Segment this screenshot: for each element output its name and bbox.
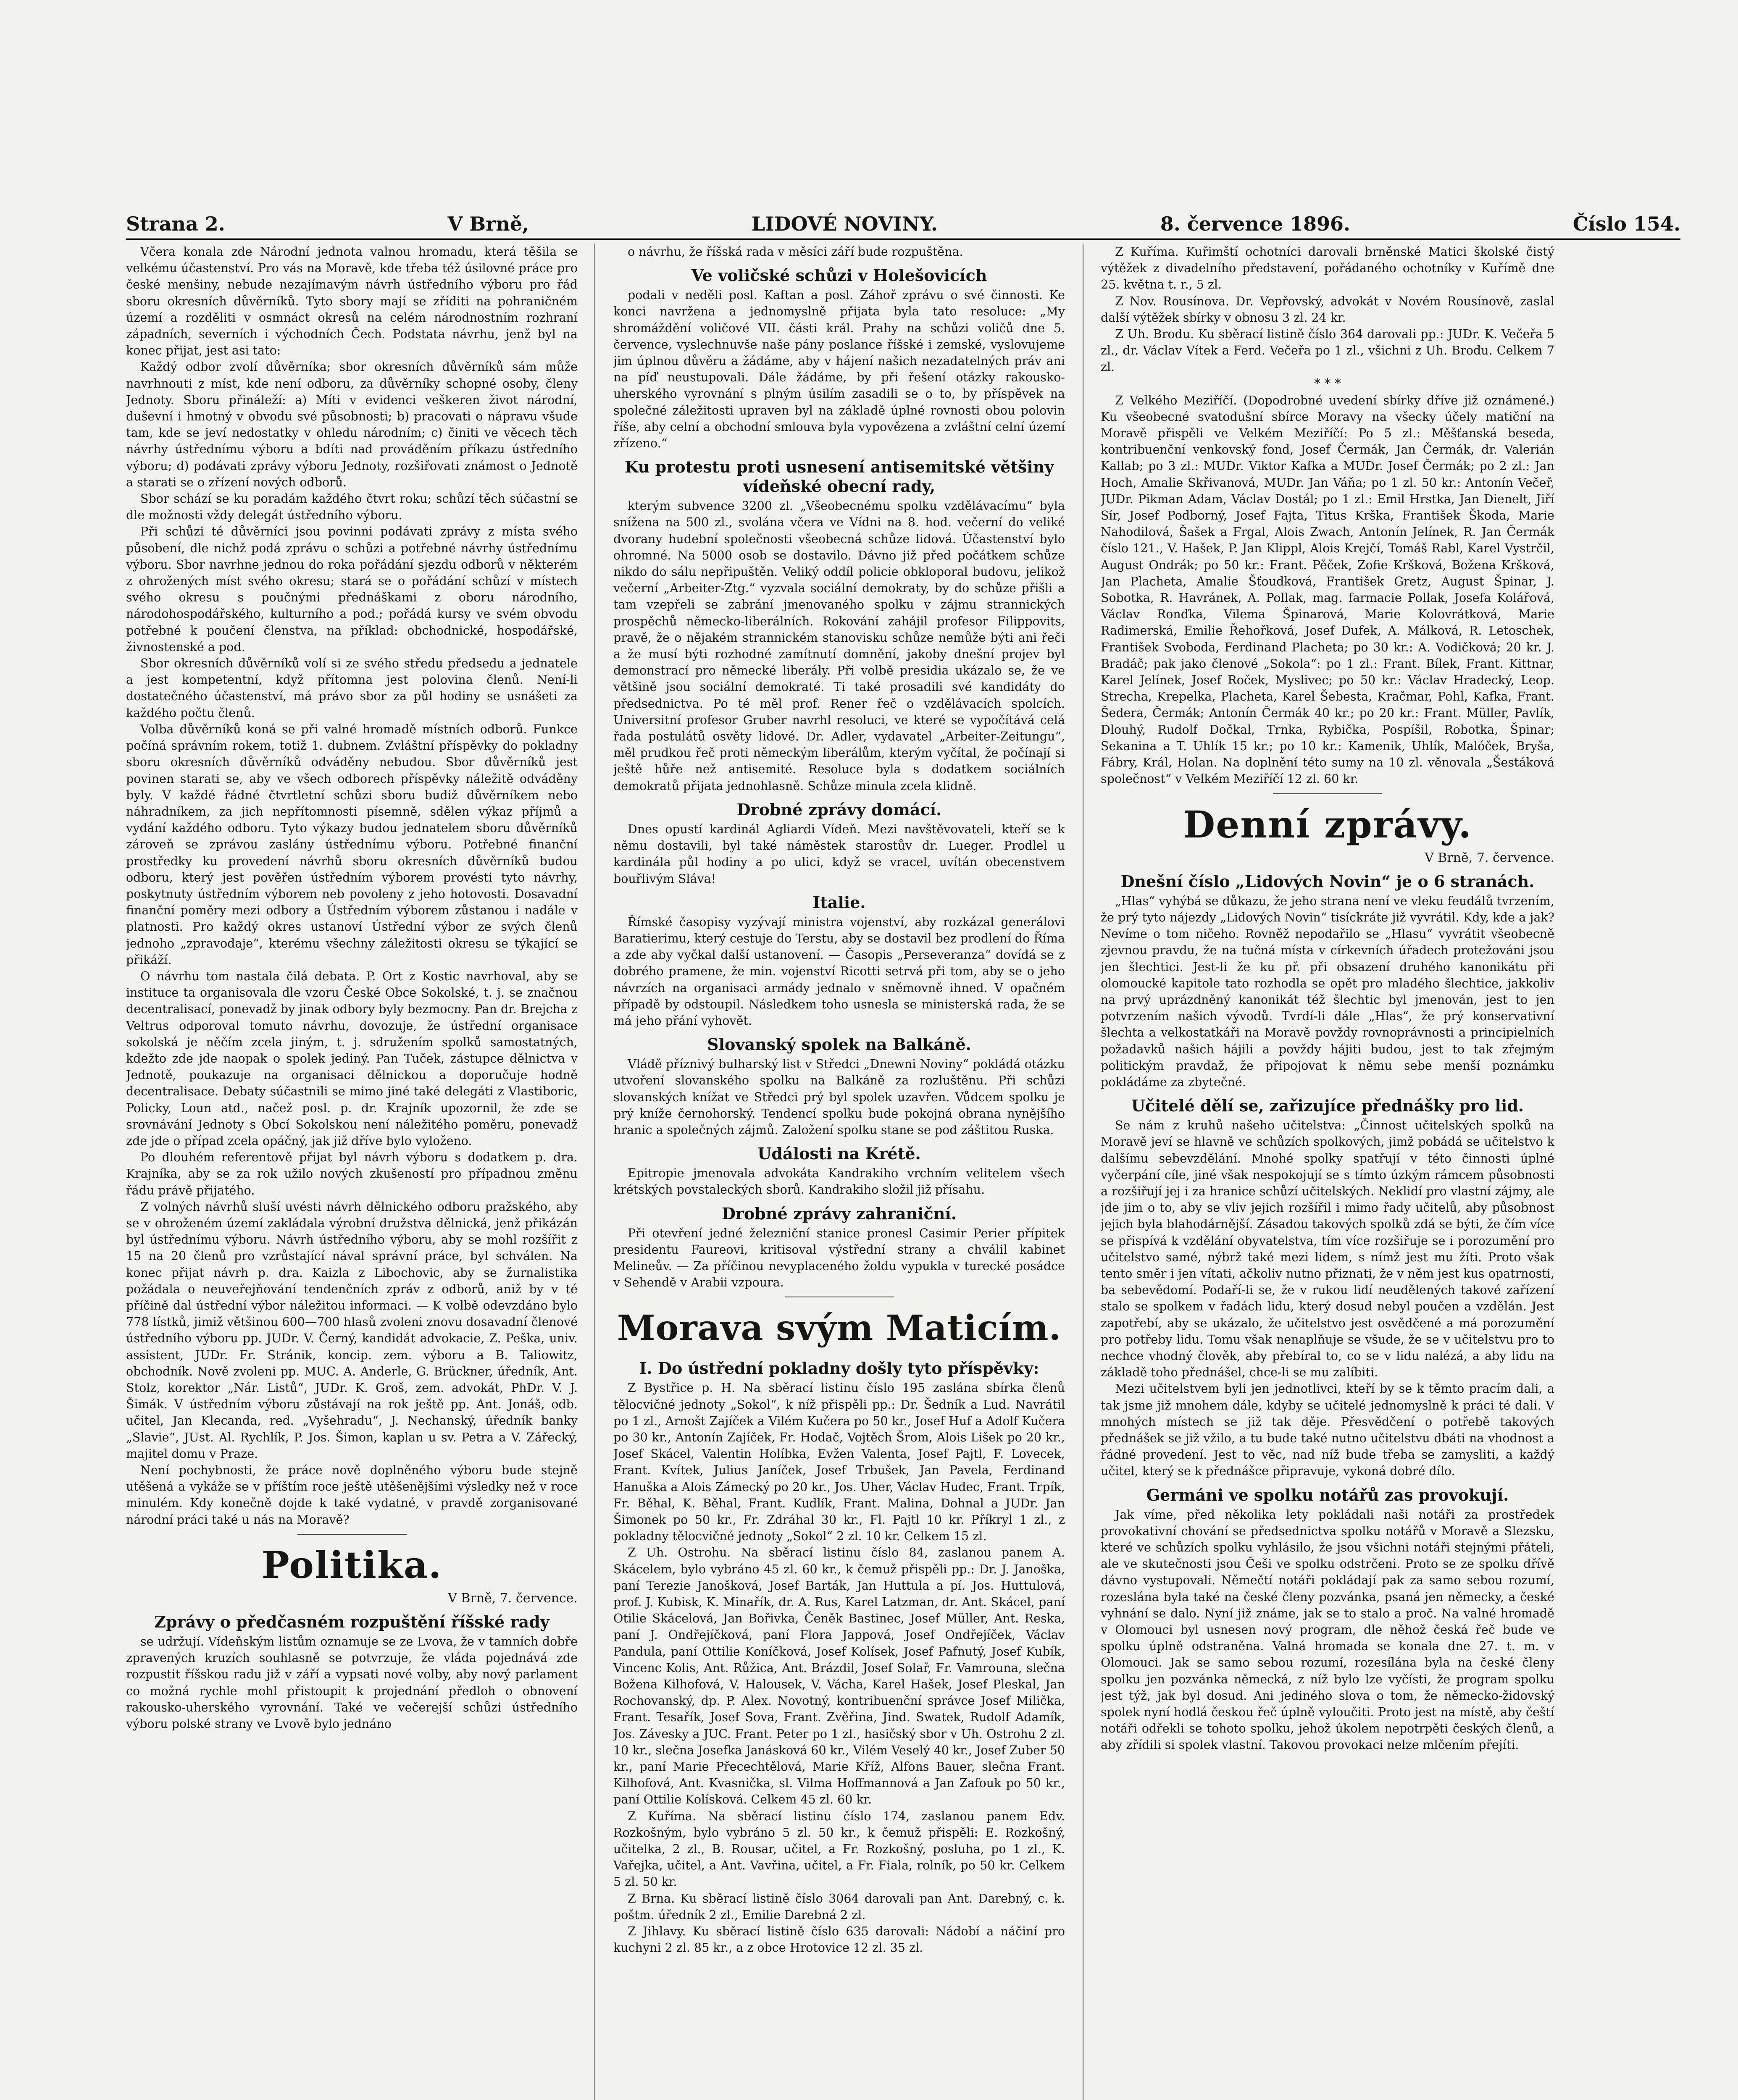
article-heading: Učitelé dělí se, zařizujíce přednášky pro lid. [1131,1096,1524,1116]
article-paragraph: Sbor okresních důvěrníků volí si ze svého středu předsedu a jednatele a jest kompetentní, když přítomna jest polovina členů. Není-li dostatečného účastenství, má právo sbor za půl hodiny se usnášeti za každého počtu členů. [126,656,578,720]
article-paragraph: Z Uh. Brodu. Ku sběrací listině číslo 364 darovali pp.: JUDr. K. Večeřa 5 zl., dr. Václav Vítek a Ferd. Večeřa po 1 zl., všichni z Uh. Brodu. Celkem 7 zl. [1101,327,1554,374]
page-header [126,197,1680,240]
article-paragraph: se udržují. Vídeňským listům oznamuje se ze Lvova, že v tamních dobře zpravených kruzích souhlasně se potvrzuje, že vláda pojednává zde rozpustit říšskou radu již v září a vypsati nové volby, aby nový parlament co možná rychle mohl přistoupit k projednání předloh o obnovení rakousko-uherského vyrovnání. Také ve večerejší schůzi ústředního výboru polské strany ve Lvově bylo jednáno [126,1635,578,1731]
article-paragraph: podali v neděli posl. Kaftan a posl. Záhoř zprávu o své činnosti. Ke konci navržena a jednomyslně přijata byla tato resoluce: „My shromáždění voličové VII. části král. Prahy na schůzi voličů dne 5. července, vyslechnuvše naše pány poslance říšské i zemské, vyslovujeme jim úplnou důvěru a žádáme, aby v hájení našich nezadatelných práv ani na píď neustupovali. Dále žádáme, by při řešení otázky rakousko-uherského vyrovnání s plným úsilím zasadili se o to, by příspěvek na společné záležitosti upraven byl na základě úplné rovnosti obou polovin říše, aby celní a obchodní smlouva byla vypovězena a zvláštní celní území zřízeno.“ [613,288,1065,451]
article-paragraph: Vládě příznivý bulharský list v Středci „Dnewni Noviny“ pokládá otázku utvoření slovanského spolku na Balkáně za rozluštěnu. Při schůzi slovanských knížat ve Středci prý byl spolek uzavřen. Vůdcem spolku je prý kníže černohorský. Tendencí spolku bude pokojná obrana nynějšího hranic a společných zájmů. Založení spolku stane se pod záštitou Ruska. [613,1057,1065,1137]
article-heading: Drobné zprávy domácí. [736,800,942,819]
section-heading-morava: Morava svým Maticím. [617,1308,1062,1349]
section-rule [297,1534,407,1535]
section-heading-denni-zpravy: Denní zprávy. [1183,802,1472,846]
article-paragraph: Při otevření jedné železniční stanice pronesl Casimir Perier přípitek presidentu Faureovi, kritisoval výstřední strany a chválil kabinet Melineův. — Za příčinou nevyplaceného žoldu vypukla v turecké posádce v Sehendě v Arabii vzpoura. [613,1226,1065,1290]
article-heading: Zprávy o předčasném rozpuštění říšské rady [154,1612,550,1632]
column-3 [1101,244,1554,2100]
article-paragraph: Se nám z kruhů našeho učitelstva: „Činnost učitelských spolků na Moravě jeví se hlavně ve schůzích spolkových, jimž pobádá se učitelstvo k dalšímu sebevzdělání. Mnohé spolky spatřují v této činnosti úplné vyčerpání cíle, jiné však nespokojují se s tímto úzkým rámcem působnosti a rozšiřují jej i za hranice schůzí učitelských. Neklidí pro vlastní zájmy, ale jde jim o to, aby se vliv jejich rozšířil i mimo řady učitelů, aby působnost jejich byla blahodárnější. Zásadou takových spolků zdá se býti, že čím více se přispívá k vzdělání obyvatelstva, tím více rozšiřuje se i porozumění pro učitelstvo samé, nýbrž také mezi lidem, s nímž jest mu žíti. Proto však tento směr i jen vítati, ačkoliv nutno přiznati, že v něm jest kus opatrnosti, ba sebevědomí. Podaří-li se, že v rukou lidí neudělených takové zařízení stalo se spolkem v řadách lidu, který dosud nebyl poučen a vzdělán. Jest zapotřebí, aby se ukázalo, že učitelstvo jest osvědčené a má porozumění pro potřeby lidu. Tomu však nenaplňuje se všude, že se v učitelstvu pro to nechce vhodný člověk, aby přebíral to, co se v lidu nalézá, a aby lidu na základě toho přednášel, chce-li se mu zalíbiti. [1101,1118,1554,1380]
article-paragraph: Z Kuřímа. Na sběrací listinu číslo 174, zaslanou panem Edv. Rozkošným, bylo vybráno 5 zl. 50 kr., k čemuž přispěli: E. Rozkošný, učitelka, 2 zl., B. Rousar, učitel, a Fr. Rozkošný, posluha, po 1 zl., K. Vařejka, učitel, a Ant. Vavřina, učitel, a Fr. Fiala, rolník, po 50 kr. Celkem 5 zl. 50 kr. [613,1809,1065,1889]
section-heading-politika: Politika. [261,1543,442,1587]
stars-divider: * * * [1314,376,1341,391]
column-2 [613,244,1065,2100]
article-heading: Události na Krétě. [757,1144,921,1163]
article-paragraph: Z volných návrhů sluší uvésti návrh dělnického odboru pražského, aby se v ohroženém území zakládala výrobní družstva dělnická, jenž přikázán byl ústřednímu výboru. Návrh ústředního výboru, aby se mohl rozšířit z 15 na 20 členů pro vzrůstající nával správní práce, byl schválen. Na konec přijat návrh p. dra. Kaizla z Libochovic, aby se žurnalistika požádala o neuveřejňování tendenčních zpráv z odborů, aniž by v té příčině dal ústřední výbor náležitou informaci. — K volbě odevzdáno bylo 778 lístků, jimiž většinou 600—700 hlasů zvoleni znovu dosavadní členové ústředního výboru pp. JUDr. V. Černý, kandidát advokacie, Z. Peška, univ. assistent, JUDr. Fr. Stránik, koncip. zem. výboru a B. Taliowitz, obchodník. Nově zvoleni pp. MUC. A. Anderle, G. Brückner, úředník, Ant. Stolz, korektor „Nár. Listů“, JUDr. K. Groš, zem. advokát, PhDr. V. J. Šimák. V ústředním výboru zůstávají na rok ještě pp. Ant. Jonáš, odb. učitel, Jan Klecanda, red. „Vyšehradu“, J. Nechanský, úředník banky „Slavie“, JUst. Al. Rychlík, P. Jos. Šimon, kaplan u sv. Petra a V. Zářecký, majitel domu v Praze. [126,1200,578,1461]
article-heading: Germáni ve spolku notářů zas provokují. [1146,1485,1509,1504]
article-paragraph: Při schůzi té důvěrníci jsou povinni podávati zprávy z místa svého působení, dle nichž podá zprávu o schůzi a potřebné návrhy ústřednímu výboru. Sbor navrhne jednou do roka pořádání sjezdu odborů v některém z ohrožených míst svého okresu; stará se o pořádání schůzí v místech svého okresu s poučnými přednáškami z oboru národního, národohospodářského, kulturního a pod.; pořádá kursy ve svém obvodu potřebné k poučení členstva, na příklad: obchodnické, hospodářské, živnostenské a pod. [126,525,578,654]
dateline: V Brně, 7. července. [448,1591,578,1606]
article-paragraph: Dnes opustí kardinál Agliardi Vídeň. Mezi navštěvovateli, kteří se k němu dostavili, byl také náměstek starostův dr. Lueger. Prodlel u kardinála půl hodiny a po ulici, když se vracel, uvítán obecenstvem bouřlivým Sláva! [613,822,1065,886]
article-heading: Drobné zprávy zahraniční. [721,1204,957,1223]
column-1 [126,244,578,2100]
section-rule [1273,793,1382,794]
article-paragraph: Jak víme, před několika lety pokládali naši notáři za prostředek provokativní chování se předsednictva spolku notářů v Moravě a Slezsku, které ve schůzích spolku vyhlásilo, že jsou všichni notáři stejnými přáteli, ale ve skutečnosti jsou Češi ve spolku odstrčeni. Proto se ze spolku dřívě dávno vystupovali. Němečtí notáři pokládají pak za samo sebou rozumí, rozeslána byla také na české členy pozvánka, psaná jen německy, a české vyhnání se dalo. Nyní již známe, jak se to stalo a proč. Na valné hromadě v Olomouci byl usnesen nový program, dle něhož česká řeč bude ve spolku úplně odstraněna. Valná hromada se konala dne 27. t. m. v Olomouci. Jak se samo sebou rozumí, rozesílána byla na české členy spolku jen pozvánka německá, z níž bylo lze vyčísti, že program spolku jest týž, jak byl dosud. Ani jediného slova o tom, že německo-židovský spolek nyní hodlá českou řeč úplně vyloučiti. Proto jest na místě, aby čeští notáři odřekli se tohoto spolku, jehož úkolem nepotrpěti českých členů, a aby zřídili si spolek vlastní. Takovou provokaci nelze mlčením přejíti. [1101,1507,1554,1752]
issue-number: Číslo 154. [1572,213,1680,235]
article-paragraph: „Hlas“ vyhýbá se důkazu, že jeho strana není ve vleku feudálů tvrzením, že prý tyto nájezdy „Lidových Novin“ tisíckráte již vyvrátil. Kdy, kde a jak? Nevíme o tom ničeho. Rovněž nepodařilo se „Hlasu“ vyvrátit všeobecně zjevnou pravdu, že na tučná místa v církevních úřadech protežováni jsou jen šlechtici. Jest-li že ku př. při obsazení druhého kanonikátu při olomoucké kapitole tato rozhodla se opět pro mladého šlechtice, jakkoliv na prvý uprázdněný kanonikát též šlechtic byl jmenován, jest to jen potvrzením našich vývodů. Tvrdí-li dále „Hlas“, že prý konservativní šlechta a velkostatkáři na Moravě povždy rovnoprávnosti a principielních požadavků našich hájili a povždy hájiti budou, jest to tak zřejmým politickým pravdaž, že připojovat k němu sebe menší poznámku pokládáme za zbytečné. [1101,894,1554,1089]
dateline: V Brně, 7. července. [1425,850,1554,865]
article-paragraph: Z Nov. Rousínova. Dr. Vepřovský, advokát v Novém Rousínově, zaslal další výtěžek sbírky v obnosu 3 zl. 24 kr. [1101,294,1554,325]
article-paragraph: Z Jihlavy. Ku sběrací listině číslo 635 darovali: Nádobí a náčiní pro kuchyni 2 zl. 85 kr., a z obce Hrotovice 12 zl. 35 zl. [613,1924,1065,1955]
article-paragraph: Není pochybnosti, že práce nově doplněného výboru bude stejně utěšená a vykáže se v příštím roce ještě utěšenějšími výsledky než v roce minulém. Kdy konečně dojde k také vydatné, v pravdě zorganisované národní práci také u nás na Moravě? [126,1463,578,1527]
article-heading: Slovanský spolek na Balkáně. [707,1035,971,1054]
article-paragraph: kterým subvence 3200 zl. „Všeobecnému spolku vzdělávacímu“ byla snížena na 500 zl., svolána včera ve Vídni na 8. hod. večerní do veliké dvorany hudební společnosti všeobecná schůze lidová. Účastenství bylo ohromné. Na 5000 osob se dostavilo. Dávno již před počátkem schůze nikdo do sálu nepřipuštěn. Veliký oddíl policie obkloporal budovu, jelikož večerní „Arbeiter-Ztg.“ vyzvala sociální demokraty, by do schůze přišli a tam vzepřeli se zabrání jmenovaného spolku v zájmu strannických prospěchů německo-liberálních. Rokování zahájil profesor Filippovits, pravě, že o nějakém strannickém stanovisku schůze nemůže býti ani řeči a že musí býti rozhodné zamítnutí domnění, jakoby dnešní projev byl demonstrací pro německé liberály. Při volbě presidia ukázalo se, že ve většině jsou sociální demokraté. Ti také prosadili své kandidáty do předsednictva. Po té měl prof. Rener řeč o vzdělávacích spolcích. Universitní profesor Gruber navrhl resoluci, ve které se vypočítává celá řada postulátů osvěty lidové. Dr. Adler, vydavatel „Arbeiter-Zeitungu“, měl prudkou řeč proti německým liberálům, kterým vyčítal, že počínají si ještě hůře než antisemité. Resoluce byla s dodatkem sociálních demokratů přijata jednohlasně. Schůze minula zcela klidně. [613,499,1065,793]
article-paragraph: Z Uh. Ostrohu. Na sběrací listinu číslo 84, zaslanou panem A. Skácelem, bylo vybráno 45 zl. 60 kr., k čemuž přispěli pp.: Dr. J. Janoška, paní Terezie Janošková, Josef Barták, Jan Huttula a pí. Jos. Huttulová, prof. J. Kubisk, K. Minařík, dr. A. Rus, Karel Latzman, dr. Ant. Skácel, paní Otilie Skácelová, Jan Bořivka, Čeněk Bastinec, Josef Müller, Ant. Reska, paní J. Ondřejíčková, paní Flora Jappová, Josef Ondřejíček, Václav Pandula, paní Ottilie Koníčková, Josef Kolísek, Josef Pafnutý, Josef Kubík, Vincenc Kolis, Ant. Růžica, Ant. Brázdil, Josef Solař, Fr. Vamrouna, slečna Božena Kilhofová, V. Halousek, V. Vácha, Karel Hašek, Josef Pleskal, Jan Rochovanský, dp. P. Alex. Novotný, kontribuenční správce Josef Milička, Frant. Tesařík, Josef Sova, Frant. Zvěřina, Jind. Swatek, Rudolf Adamík, Jos. Závesky a JUC. Frant. Peter po 1 zl., hasičský sbor v Uh. Ostrohu 2 zl. 10 kr., slečna Josefka Janásková 60 kr., Vilém Veselý 40 kr., Josef Zuber 50 kr., paní Marie Přecechtělová, Marie Kříž, Alfons Bauer, slečna Frant. Kilhofová, Ant. Kvasnička, sl. Vilma Hoffmannová a Jan Zafouk po 50 kr., paní Ottilie Kolísková. Celkem 45 zl. 60 kr. [613,1546,1065,1807]
article-paragraph: Z Velkého Meziříčí. (Dopodrobné uvedení sbírky dříve již oznámené.) Ku všeobecné svatodušní sbírce Moravy na všecky účely matiční na Moravě přispěli ve Velkém Meziříčí: Po 5 zl.: Měšťanská beseda, kontribuenční venkovský fond, Josef Čermák, Jan Čermák, dr. Valerián Kallab; po 3 zl.: MUDr. Viktor Kafka a MUDr. Josef Čermák; po 2 zl.: Jan Hoch, Amalie Skřivanová, MUDr. Jan Váňa; po 1 zl. 50 kr.: Antonín Večeř, JUDr. Pikman Adam, Václav Dostál; po 1 zl.: Emil Hrstka, Jan Dienelt, Jiří Sír, Josef Podborný, Josef Fajta, Titus Krška, František Škoda, Marie Nahodilová, Šašek a Frgal, Alois Zwach, Antonín Jelínek, R. Jan Čermák číslo 121., V. Hašek, P. Jan Klippl, Alois Krejčí, Tomáš Rabl, Karel Vystrčil, August Ondrák; po 50 kr.: Frant. Pěček, Zofie Kršková, Božena Kršková, Jan Placheta, Amalie Šťoudková, František Gretz, August Špinar, J. Sobotka, R. Havránek, A. Pollak, mag. farmacie Pollak, Josefa Kolářová, Václav Ronďka, Vilema Špinarová, Marie Kolovrátková, Marie Radimerská, Emilie Řehořková, Josef Dufek, A. Málková, R. Letoschek, František Svoboda, Ferdinand Placheta; po 30 kr.: A. Vodičková; 20 kr. J. Bradáč; pak jako členové „Sokola“: po 1 zl.: Frant. Bílek, Frant. Kittnar, Karel Jelínek, Josef Roček, Myslivec; po 50 kr.: Václav Hradecký, Leop. Strecha, Krepelka, Placheta, Karel Šebesta, Kračmar, Pohl, Kafka, Frant. Šedera, Čermák; Antonín Čermák 40 kr.; po 20 kr.: Frant. Müller, Pavlík, Dlouhý, Rudolf Dočkal, Trnka, Rybička, Pospíšil, Robotka, Špinar; Sekanina a T. Uhlík 15 kr.; po 10 kr.: Kamenik, Uhlík, Malóček, Bryša, Fábry, Král, Holan. Na doplnění této sumy na 10 zl. věnovala „Šestáková společnost“ v Velkém Meziříčí 12 zl. 60 kr. [1101,393,1554,786]
article-heading: Ve voličské schůzi v Holešovicích [691,266,987,285]
article-paragraph: Sbor schází se ku poradám každého čtvrt roku; schůzí těch súčastní se dle možnosti vždy delegát ústředního výboru. [126,492,578,522]
article-paragraph: Z Brna. Ku sběrací listině číslo 3064 darovali pan Ant. Darebný, c. k. poštm. úředník 2 zl., Emilie Darebná 2 zl. [613,1891,1065,1922]
article-paragraph: Epitropie jmenovala advokáta Kandrakiho vrchním velitelem všech krétských povstaleckých sborů. Kandrakiho složil již přísahu. [613,1166,1065,1197]
place-label: V Brně, [447,213,529,235]
article-paragraph: Volba důvěrníků koná se při valné hromadě místních odborů. Funkce počíná správním rokem, totiž 1. dubnem. Zvláštní příspěvky do pokladny sboru okresních důvěrníků odváděny nebudou. Sbor důvěrníků jest povinen starati se, aby ve všech odborech příspěvky náležitě odváděny byly. V každé řádné čtvrtletní schůzi sboru budiž důvěrníkem nebo náhradníkem, za jich nepřítomnosti písemně, sdělen výkaz příjmů a vydání každého odboru. Tyto výkazy budou jednatelem sboru důvěrníků zároveň se zprávou zaslány ústřednímu výboru. Potřebné finanční prostředky ku provedení návrhů sboru okresních důvěrníků budou odboru, který jest pověřen ústředním výborem provésti tyto návrhy, poskytnuty ústředním výborem neb povoleny z jeho hotovosti. Dosavadní finanční poměry mezi odbory a Ústředním výborem zůstanou i nadále v platnosti. Pro každý okres ustanoví Ústřední výbor ze svých členů jednoho „zpravodaje“, kterému všechny záležitosti okresu se týkající se přikáží. [126,722,578,967]
article-paragraph: Mezi učitelstvem byli jen jednotlivci, kteří by se k těmto pracím dali, a tak jsme již mnohem dále, kdyby se učitelé jednomyslně k práci té dali. V mnohých místech se již tak děje. Přesvědčení o potřebě takových přednášek se již vžilo, a tu bude také nutno učitelstvu dbáti na vhodnost a řádné provedení. Jest to věc, nad níž bude třeba se zamysliti, a každý učitel, který se k přednášce připravuje, vykoná dobré dílo. [1101,1382,1554,1478]
article-heading: I. Do ústřední pokladny došly tyto příspěvky: [639,1359,1039,1378]
article-paragraph: Z Bystřice p. H. Na sběrací listinu číslo 195 zaslána sbírka členů tělocvičné jednoty „Sokol“, k níž přispěli pp.: Dr. Šedník a Lud. Navrátil po 1 zl., Arnošt Zajíček a Vilém Kučera po 50 kr., Josef Huf a Adolf Kučera po 30 kr., Antonín Zajíček, Fr. Hodač, Vojtěch Šrom, Alois Lišek po 20 kr., Josef Skácel, Valentin Holíbka, Evžen Valenta, Josef Pajtl, F. Lovecek, Frant. Kvítek, Julius Janíček, Josef Trbušek, Jan Pavela, Ferdinand Hanuška a Alois Zámecký po 20 kr., Jos. Uher, Václav Hudec, Frant. Trpík, Fr. Běhal, K. Běhal, Frant. Kudlík, Frant. Malina, Dohnal a JUDr. Jan Šimonek po 50 kr., Fr. Zdráhal 30 kr., Fl. Pajtl 10 kr. Příkryl 1 zl., z pokladny tělocvičné jednoty „Sokol“ 2 zl. 10 kr. Celkem 15 zl. [613,1381,1065,1544]
article-paragraph: Po dlouhém referentově přijat byl návrh výboru s dodatkem p. dra. Krajníka, aby se za rok užilo nových zkušeností pro případnou změnu řádu právě přijatého. [126,1150,578,1197]
article-heading: Ku protestu proti usnesení antisemitské většiny vídeňské obecní rady, [624,457,1054,496]
article-paragraph: Včera konala zde Národní jednota valnou hromadu, která těšila se velkému účastenství. Pro vás na Moravě, kde třeba též úsilovné práce pro české menšiny, nebude nezajímavým návrh ústředního výboru pro řád sboru okresních důvěrníků. Tyto sbory mají se zříditi na pohraničném území a rozděliti v osmnáct okresů na celém národnostním rozhraní západních, severních i východních Čech. Podstata návrhu, jenž byl na konec přijat, jest asi tato: [126,245,578,358]
newspaper-title: LIDOVÉ NOVINY. [751,213,938,235]
column-divider [594,244,595,2100]
article-paragraph: O návrhu tom nastala čilá debata. P. Ort z Kostic navrhoval, aby se instituce ta organisovala dle vzoru České Obce Sokolské, t. j. se značnou decentralisací, ponevadž by jinak odbory byly bezmocny. Pan dr. Brejcha z Veltrus odporoval tomuto návrhu, dovozuje, že ústřední organisace sokolská je něčím zcela jiným, t. j. sdružením spolků samostatných, kdežto zde jde naopak o spolek jediný. Pan Tuček, zástupce dělnictva v Jednotě, poukazuje na organisaci dělnickou a doporučuje hodně decentralisace. Debaty súčastnili se mimo jiné také delegáti z Vlastiboric, Policky, Loun atd., načež posl. p. dr. Krajník upozornil, že zde se srovnávání Jednoty s Obcí Sokolskou není náležitého poměru, ponevadž zde jde o případ zcela opáčný, jak již dříve bylo vyloženo. [126,969,578,1148]
issue-date: 8. července 1896. [1160,213,1351,235]
article-paragraph: Římské časopisy vyzývají ministra vojenství, aby rozkázal generálovi Baratierimu, který cestuje do Terstu, aby se dostavil bez prodlení do Říma a zde aby vyčkal další ustanovení. — Časopis „Perseveranza“ dovídá se z dobrého pramene, že min. vojenství Ricotti setrvá při tom, aby se o jeho návrzích na organisaci armády jednalo v sněmovně ihned. V opačném případě by odstoupil. Následkem toho usnesla se ministerská rada, že se má jeho přání vyhovět. [613,915,1065,1028]
article-paragraph: Z Kuřímа. Kuřimští ochotníci darovali brněnské Matici školské čistý výtěžek z divadelního představení, pořádaného ochotníky v Kuřímě dne 25. května t. r., 5 zl. [1101,245,1554,292]
newspaper-page [126,197,1680,2100]
article-heading: Dnešní číslo „Lidových Novin“ je o 6 stranách. [1120,872,1535,891]
article-paragraph: Každý odbor zvolí důvěrníka; sbor okresních důvěrníků sám může navrhnouti z míst, kde není odboru, za důvěrníky schopné osoby, členy Jednoty. Sboru přináleží: a) Míti v evidenci veškeren život národní, duševní i hmotný v obvodu své působnosti; b) pracovati o nápravu všude tam, kde se jeví nedostatky v ohledu národním; c) činiti ve věcech těch návrhy ústřednímu výboru a bdíti nad prováděním příkazu ústředního výboru; d) podávati zprávy výboru Jednoty, rozšiřovati známost o Jednotě a starati se o zřízení nových odborů. [126,360,578,489]
article-paragraph: o návrhu, že říšská rada v měsíci září bude rozpuštěna. [628,245,963,259]
page-number: Strana 2. [126,213,225,235]
article-heading: Italie. [812,892,866,912]
